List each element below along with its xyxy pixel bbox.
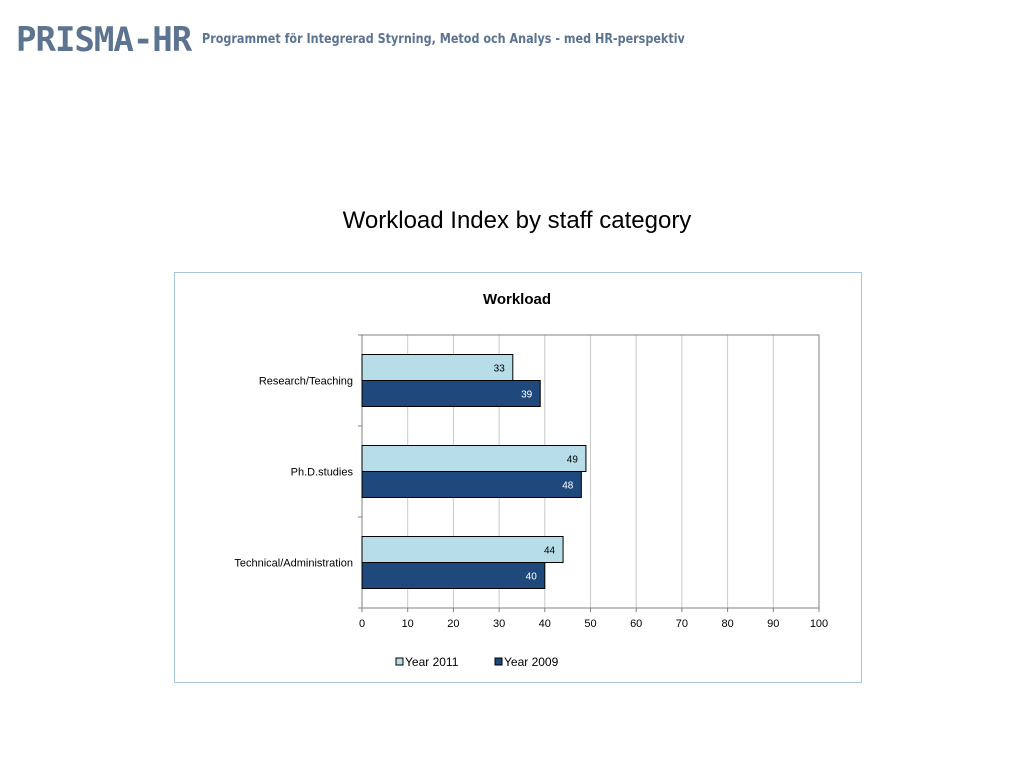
data-label: 44 xyxy=(543,545,556,557)
x-tick-label: 50 xyxy=(584,618,597,630)
legend-swatch xyxy=(495,658,502,665)
x-tick-label: 10 xyxy=(401,618,414,630)
page-header xyxy=(16,20,716,60)
x-tick-label: 0 xyxy=(358,618,366,630)
bar-year-2011 xyxy=(362,446,586,472)
slide-title: Workload Index by staff category xyxy=(342,207,692,234)
x-tick-label: 100 xyxy=(809,618,829,630)
category-label: Technical/Administration xyxy=(234,557,353,570)
bar-year-2011 xyxy=(362,537,563,563)
data-label: 49 xyxy=(566,454,578,466)
workload-bar-chart xyxy=(175,273,861,682)
data-label: 40 xyxy=(525,571,537,583)
legend-label: Year 2009 xyxy=(504,655,559,669)
x-tick-label: 90 xyxy=(767,618,780,630)
bar-year-2009 xyxy=(362,472,581,498)
x-tick-label: 40 xyxy=(538,618,551,630)
data-label: 33 xyxy=(493,363,505,375)
data-label: 48 xyxy=(562,480,574,492)
x-tick-label: 30 xyxy=(492,618,506,630)
x-tick-label: 20 xyxy=(447,618,460,630)
x-tick-label: 70 xyxy=(675,618,689,630)
prisma-hr-logo: PRISMA-HR xyxy=(16,20,192,60)
legend-label: Year 2011 xyxy=(405,655,459,669)
category-label: Research/Teaching xyxy=(258,375,353,388)
legend-swatch xyxy=(396,658,403,665)
chart-frame xyxy=(174,272,862,683)
data-label: 39 xyxy=(521,389,533,401)
bar-year-2009 xyxy=(362,381,540,407)
bar-year-2011 xyxy=(362,355,513,381)
x-tick-label: 60 xyxy=(630,618,643,630)
category-label: Ph.D.studies xyxy=(290,466,353,479)
x-tick-label: 80 xyxy=(721,618,734,630)
chart-title: Workload xyxy=(482,291,552,308)
header-tagline: Programmet för Integrerad Styrning, Metod och Analys - med HR-perspektiv xyxy=(202,32,685,47)
bar-year-2009 xyxy=(362,563,545,589)
